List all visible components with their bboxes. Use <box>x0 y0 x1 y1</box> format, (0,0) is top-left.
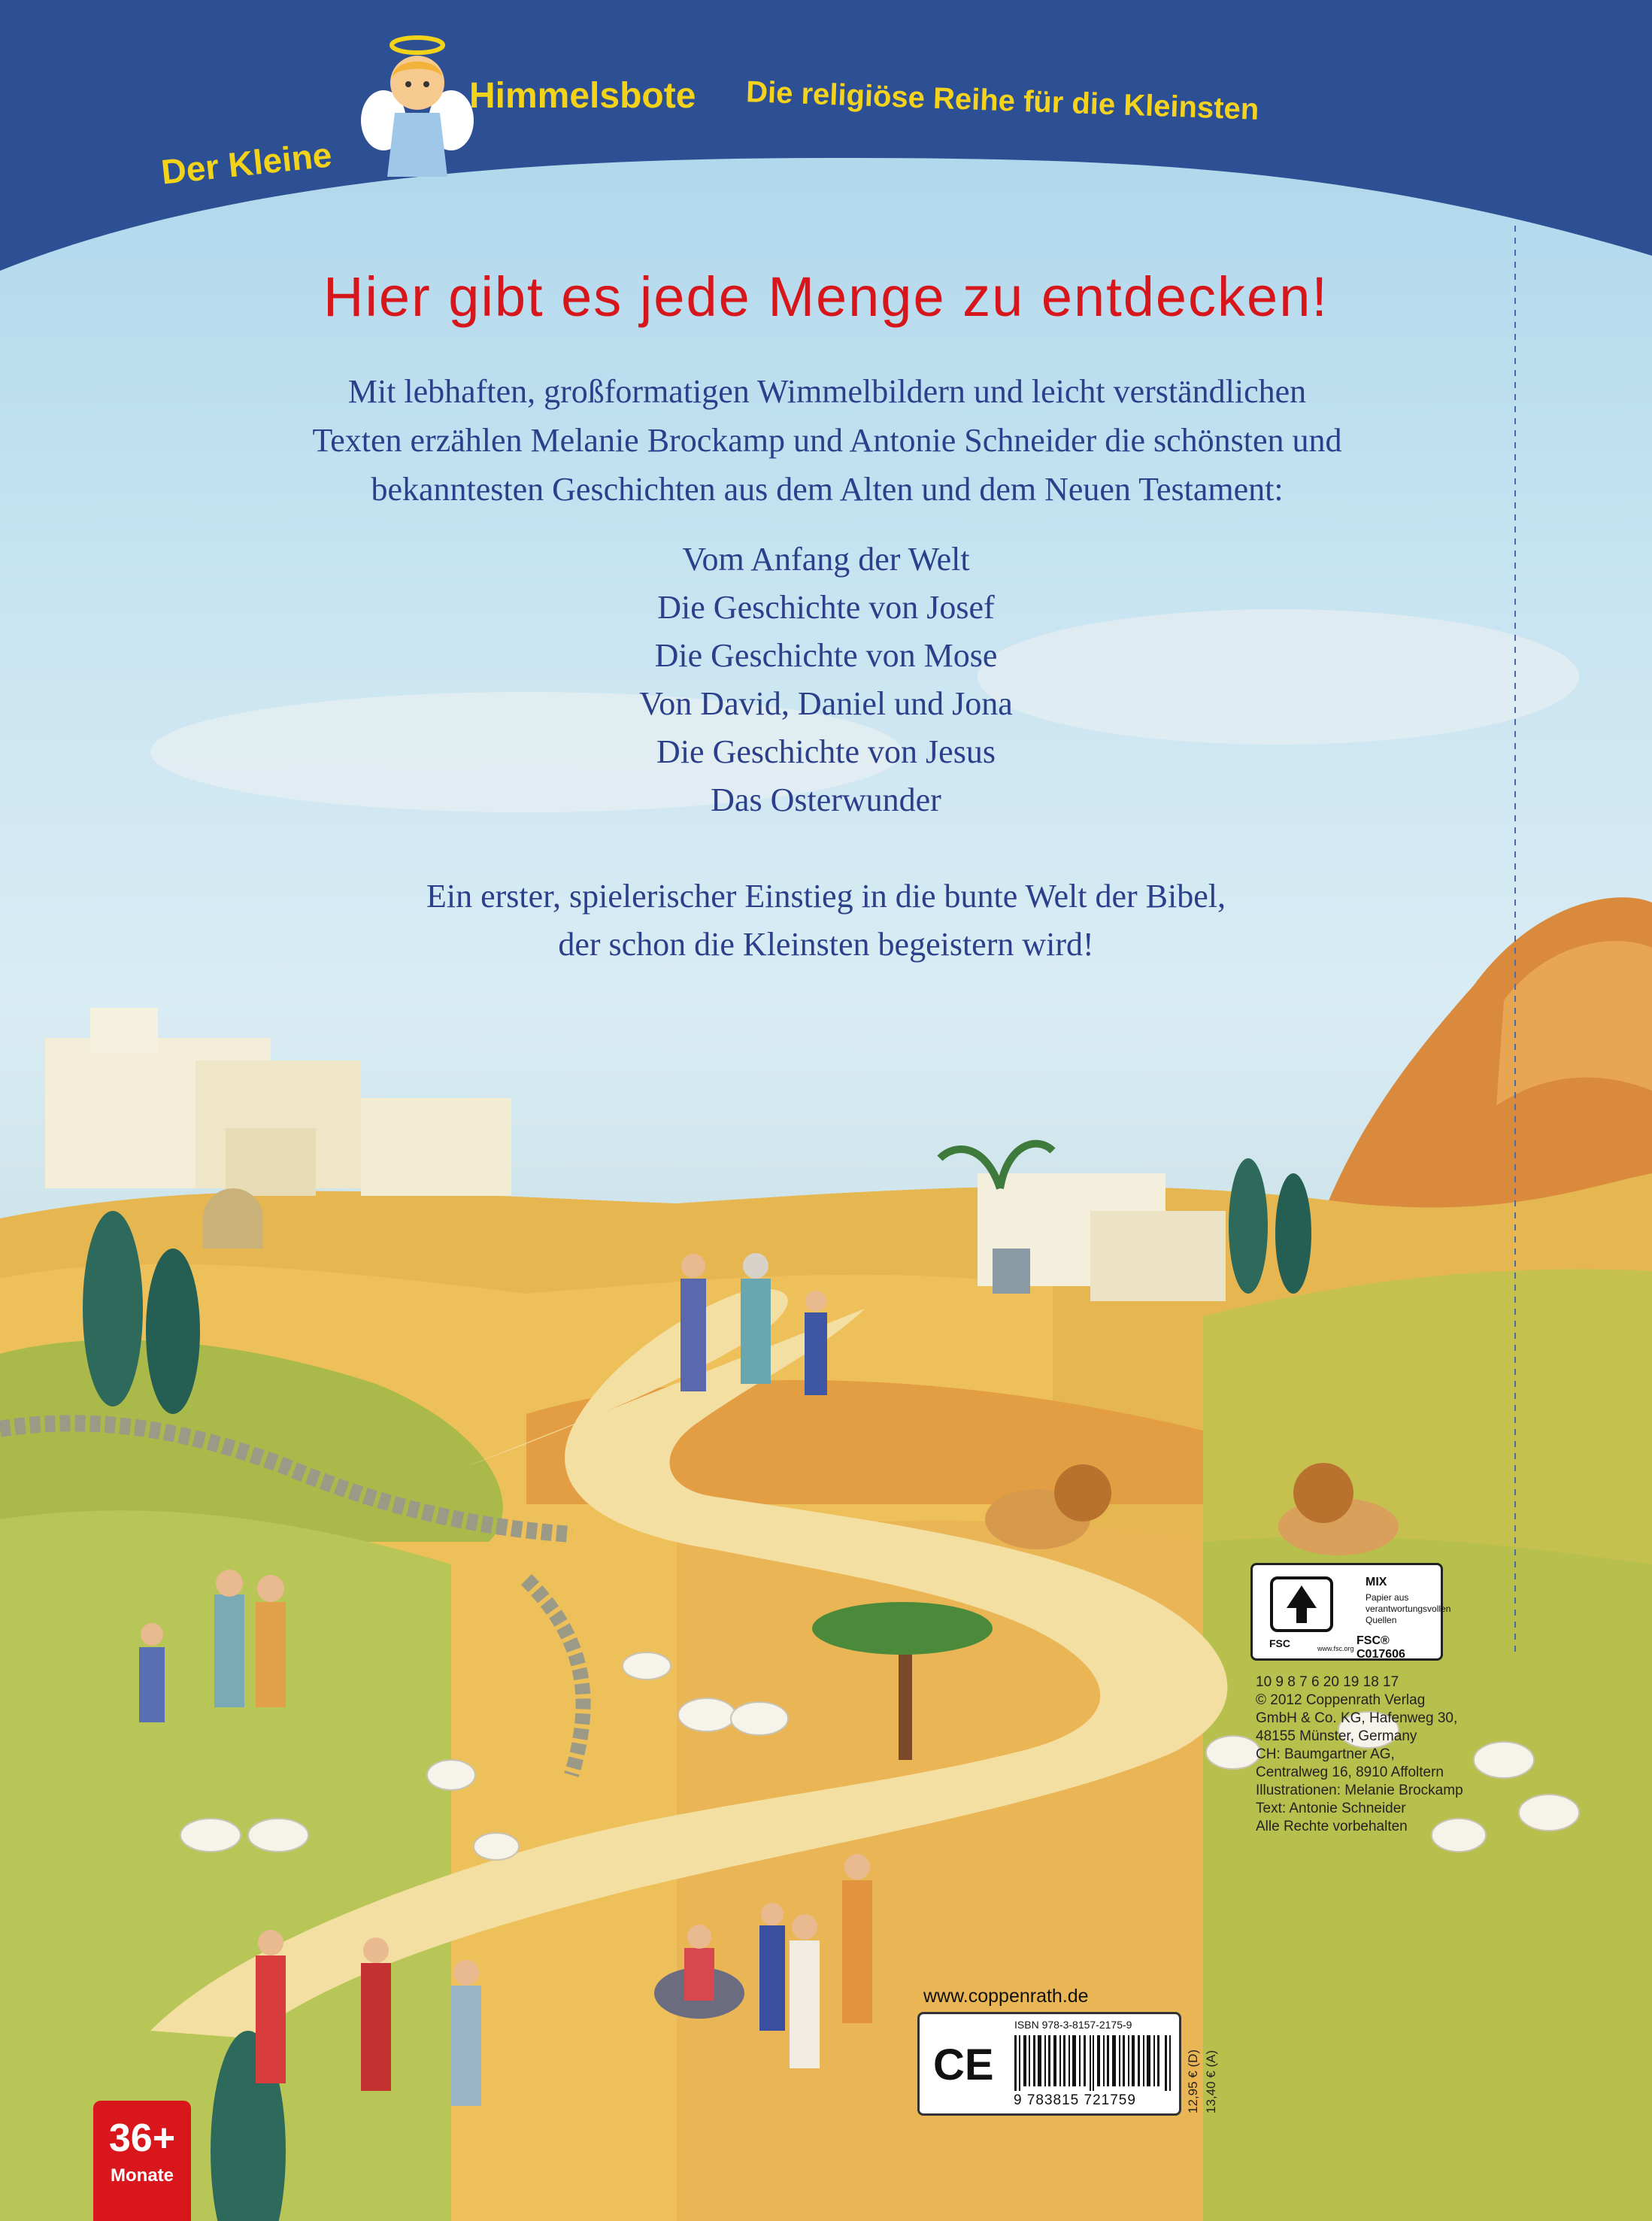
imprint <box>1256 1673 1463 1836</box>
story-item: Das Osterwunder <box>711 781 941 818</box>
intro-line: bekanntesten Geschichten aus dem Alten und dem Neuen Testament: <box>371 471 1284 508</box>
imprint-line: Text: Antonie Schneider <box>1256 1801 1406 1816</box>
imprint-line: Centralweg 16, 8910 Affoltern <box>1256 1764 1444 1780</box>
age-unit: Monate <box>111 2165 174 2186</box>
intro-line: Texten erzählen Melanie Brockamp und Antonie Schneider die schönsten und <box>312 422 1342 459</box>
series-subtitle: Die religiöse Reihe für die Kleinsten <box>745 75 1259 126</box>
series-der-kleine: Der Kleine <box>159 135 334 192</box>
imprint-line: 10 9 8 7 6 20 19 18 17 <box>1256 1674 1399 1690</box>
imprint-line: Alle Rechte vorbehalten <box>1256 1819 1408 1834</box>
fsc-text: FSC <box>1269 1637 1290 1649</box>
imprint-line: 48155 Münster, Germany <box>1256 1728 1417 1744</box>
fsc-paper: Papier aus verantwortungsvollen Quellen <box>1366 1592 1451 1625</box>
story-item: Vom Anfang der Welt <box>682 541 970 578</box>
imprint-line: CH: Baumgartner AG, <box>1256 1746 1395 1762</box>
story-item: Die Geschichte von Mose <box>654 637 998 674</box>
intro-paragraph <box>150 367 1504 514</box>
headline: Hier gibt es jede Menge zu entdecken! <box>323 265 1329 328</box>
series-himmelsbote: Himmelsbote <box>469 76 696 116</box>
age-badge <box>93 2101 191 2221</box>
fsc-url: www.fsc.org <box>1317 1645 1354 1652</box>
story-list <box>0 536 1652 824</box>
fsc-tree-icon <box>1268 1574 1335 1634</box>
intro-line: Mit lebhaften, großformatigen Wimmelbildern und leicht verständlichen <box>347 373 1307 410</box>
isbn-text: ISBN 978-3-8157-2175-9 <box>1014 2019 1132 2031</box>
outro-line: der schon die Kleinsten begeistern wird! <box>558 926 1094 963</box>
barcode-box <box>917 2012 1181 2116</box>
fsc-label <box>1250 1563 1451 1661</box>
outro-line: Ein erster, spielerischer Einstieg in die bunte Welt der Bibel, <box>426 878 1226 915</box>
age-number: 36+ <box>108 2116 176 2160</box>
angel-icon <box>361 30 474 188</box>
fsc-code: FSC® C017606 <box>1356 1634 1405 1661</box>
ean-number: 9 783815 721759 <box>1014 2092 1136 2108</box>
ce-mark: CE <box>933 2040 994 2089</box>
price-austria: 13,40 € (A) <box>1204 2050 1218 2113</box>
barcode-bars <box>1014 2035 1172 2091</box>
story-item: Von David, Daniel und Jona <box>639 685 1013 722</box>
imprint-line: GmbH & Co. KG, Hafenweg 30, <box>1256 1710 1458 1726</box>
fold-line <box>1511 226 1519 1655</box>
story-item: Die Geschichte von Jesus <box>656 733 996 770</box>
imprint-line: Illustrationen: Melanie Brockamp <box>1256 1783 1463 1798</box>
price-germany: 12,95 € (D) <box>1186 2049 1200 2113</box>
publisher-website: www.coppenrath.de <box>923 1986 1089 2007</box>
outro-paragraph <box>0 872 1652 969</box>
price-block <box>1184 2017 1229 2115</box>
story-item: Die Geschichte von Josef <box>657 589 995 626</box>
imprint-line: © 2012 Coppenrath Verlag <box>1256 1692 1426 1708</box>
fsc-mix: MIX <box>1366 1576 1387 1588</box>
